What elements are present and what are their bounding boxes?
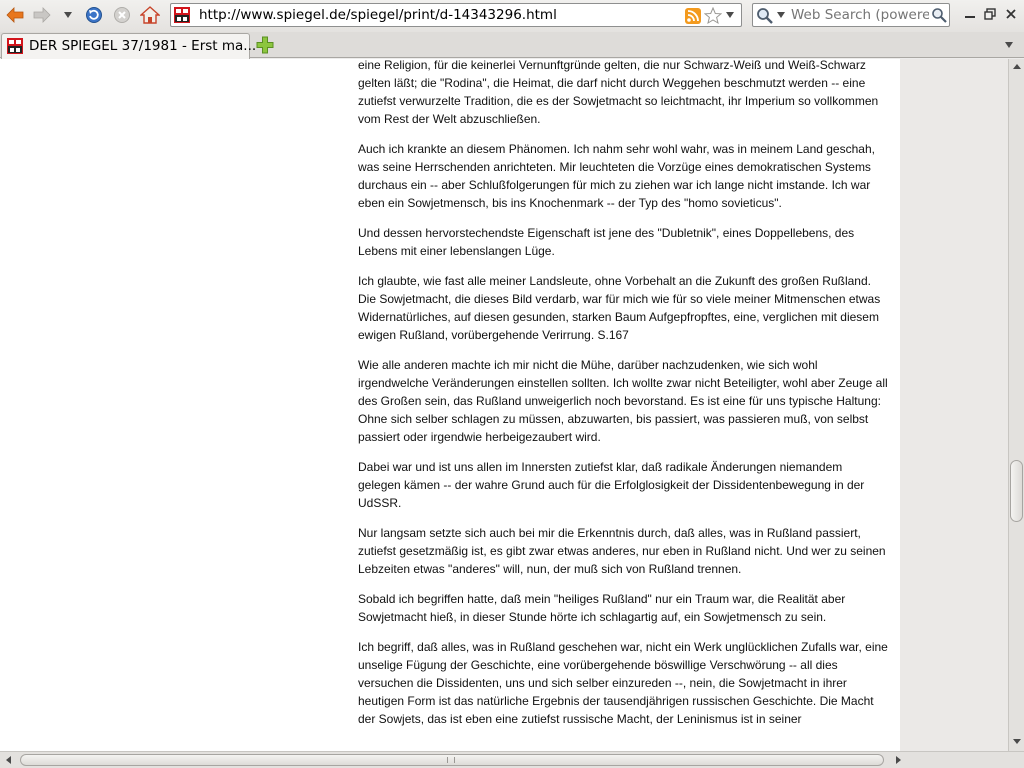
scroll-down-icon[interactable] bbox=[1012, 736, 1022, 746]
stop-button[interactable] bbox=[110, 4, 134, 26]
search-input[interactable] bbox=[791, 6, 929, 24]
url-text[interactable]: http://www.spiegel.de/spiegel/print/d-14343296.html bbox=[199, 7, 557, 23]
home-icon bbox=[140, 6, 160, 24]
page-right-gutter bbox=[900, 59, 1008, 751]
article-paragraph: Sobald ich begriffen hatte, daß mein "heiliges Rußland" nur ein Traum war, die Realität aber Sowjetmacht hieß, in dieser Stunde hörte ich schlagartig auf, ein Sowjetmensch zu sein. bbox=[358, 592, 846, 624]
home-button[interactable] bbox=[138, 4, 162, 26]
vertical-scrollbar[interactable] bbox=[1008, 59, 1024, 751]
article-paragraph: Wie alle anderen machte ich mir nicht die Mühe, darüber nachzudenken, wie sich wohl irgendwelche Veränderungen einstellen sollten. Ich wollte zwar nicht Beteiligter, wohl aber Zeuge all des Großen sein, das Rußland unweigerlich noch bevorstand. Es ist eine für uns typische Haltung: Ohne sich selber schlagen zu müssen, abzuwarten, bis passiert, was passieren muß, von selbst passiert oder irgendwie herbeigezaubert wird. bbox=[358, 358, 888, 444]
tab-list-icon[interactable] bbox=[1004, 41, 1014, 49]
minimize-button[interactable] bbox=[960, 4, 980, 24]
bookmark-star-icon[interactable] bbox=[704, 7, 722, 25]
chevron-down-icon bbox=[63, 11, 73, 19]
tab-active[interactable] bbox=[1, 33, 257, 59]
article-paragraph: Ich glaubte, wie fast alle meiner Landsleute, ohne Vorbehalt an die Zukunft des großen Rußland. Die Sowjetmacht, die dieses Bild verdarb, war für mich wie für so viele meiner Mitmenschen etwas Widernatürliches, auf diesen gesunden, starken Baum Aufgepfropftes, eine, verglichen mit diesem ewigen Rußland, vorübergehende Verirrung. S.167 bbox=[358, 274, 881, 342]
navigation-toolbar bbox=[0, 0, 1024, 32]
search-go-icon[interactable] bbox=[931, 7, 947, 23]
horizontal-scrollbar[interactable] bbox=[0, 751, 1024, 768]
forward-button[interactable] bbox=[30, 4, 54, 26]
chevron-down-icon[interactable] bbox=[777, 12, 785, 18]
url-bar[interactable] bbox=[170, 3, 742, 27]
close-icon bbox=[1005, 8, 1017, 20]
article-paragraph: Dabei war und ist uns allen im Innersten zutiefst klar, daß radikale Änderungen niemandem gelegen kämen -- der wahre Grund auch für die Erfolglosigkeit der Dissidentenbewegung in der UdSSR. bbox=[358, 460, 865, 510]
history-dropdown-button[interactable] bbox=[56, 4, 80, 26]
spiegel-favicon-icon bbox=[7, 38, 23, 54]
search-engine-icon[interactable] bbox=[756, 7, 774, 25]
vertical-scroll-thumb[interactable] bbox=[1010, 460, 1023, 522]
article-paragraph: Nur langsam setzte sich auch bei mir die Erkenntnis durch, daß alles, was in Rußland passiert, zutiefst gesetzmäßig ist, es gibt zwar etwas anderes, nur eben in Rußland nicht. Und wer zu seinen Lebzeiten etwas "anderes" will, nun, der muß sich von Rußland trennen. bbox=[358, 526, 886, 576]
article-paragraph: Auch ich krankte an diesem Phänomen. Ich nahm sehr wohl wahr, was in meinem Land geschah, was seine Herrschenden anrichteten. Mir leuchteten die Vorzüge eines demokratischen Systems durchaus ein -- aber Schlußfolgerungen für mich zu ziehen war ich lange nicht imstande. Ich war eben ein Sowjetmensch, bis ins Knochenmark -- der Typ des "homo sovieticus". bbox=[358, 142, 875, 210]
new-tab-icon[interactable] bbox=[256, 36, 274, 54]
scroll-grip bbox=[447, 757, 455, 763]
maximize-button[interactable] bbox=[980, 4, 1000, 24]
article-paragraph: Und dessen hervorstechendste Eigenschaft ist jene des "Dubletnik", eines Doppellebens, des Lebens mit einer lebenslangen Lüge. bbox=[358, 226, 855, 258]
rss-feed-icon[interactable] bbox=[685, 8, 701, 24]
search-bar[interactable] bbox=[752, 3, 950, 27]
scroll-up-icon[interactable] bbox=[1012, 62, 1022, 72]
back-button[interactable] bbox=[3, 4, 27, 26]
article-paragraph: Ich begriff, daß alles, was in Rußland geschehen war, nicht ein Werk unglücklichen Zufalls war, eine unselige Fügung der Geschichte, eine vorübergehende böswillige Verschwörung -- all dies versuchen die Dissidenten, uns und sich selber einzureden --, nein, die Sowjetmacht in ihrer heutigen Form ist das natürliche Ergebnis der tausendjährigen russischen Geschichte. Die Macht der Sowjets, das ist eben eine zutiefst russische Macht, der Leninismus ist in seiner bbox=[358, 640, 888, 726]
window-controls bbox=[958, 0, 1024, 32]
horizontal-scroll-thumb[interactable] bbox=[20, 754, 884, 766]
minimize-icon bbox=[964, 8, 976, 20]
reload-button[interactable] bbox=[82, 4, 106, 26]
restore-icon bbox=[984, 8, 996, 20]
tab-title: DER SPIEGEL 37/1981 - Erst ma... bbox=[29, 38, 257, 54]
stop-icon bbox=[113, 6, 131, 24]
reload-icon bbox=[85, 6, 103, 24]
article-paragraph: eine Religion, für die keinerlei Vernunftgründe gelten, die nur Schwarz-Weiß und Weiß-Schwarz gelten läßt; die "Rodina", die Heimat, die darf nicht durch Weggehen beschmutzt werden -- eine zutiefst verwurzelte Tradition, die es der Sowjetmacht so leichtmacht, ihr Imperium so vollkommen vom Rest der Welt abzuschließen. bbox=[358, 59, 879, 126]
forward-arrow-icon bbox=[33, 7, 51, 23]
article-body bbox=[358, 59, 888, 740]
close-button[interactable] bbox=[1001, 4, 1021, 24]
back-arrow-icon bbox=[6, 7, 24, 23]
page-content bbox=[0, 59, 1008, 751]
scroll-left-icon[interactable] bbox=[4, 755, 14, 765]
spiegel-favicon-icon bbox=[174, 7, 190, 23]
scroll-right-icon[interactable] bbox=[893, 755, 903, 765]
tab-bar bbox=[0, 32, 1024, 58]
url-dropdown-icon[interactable] bbox=[725, 11, 735, 19]
